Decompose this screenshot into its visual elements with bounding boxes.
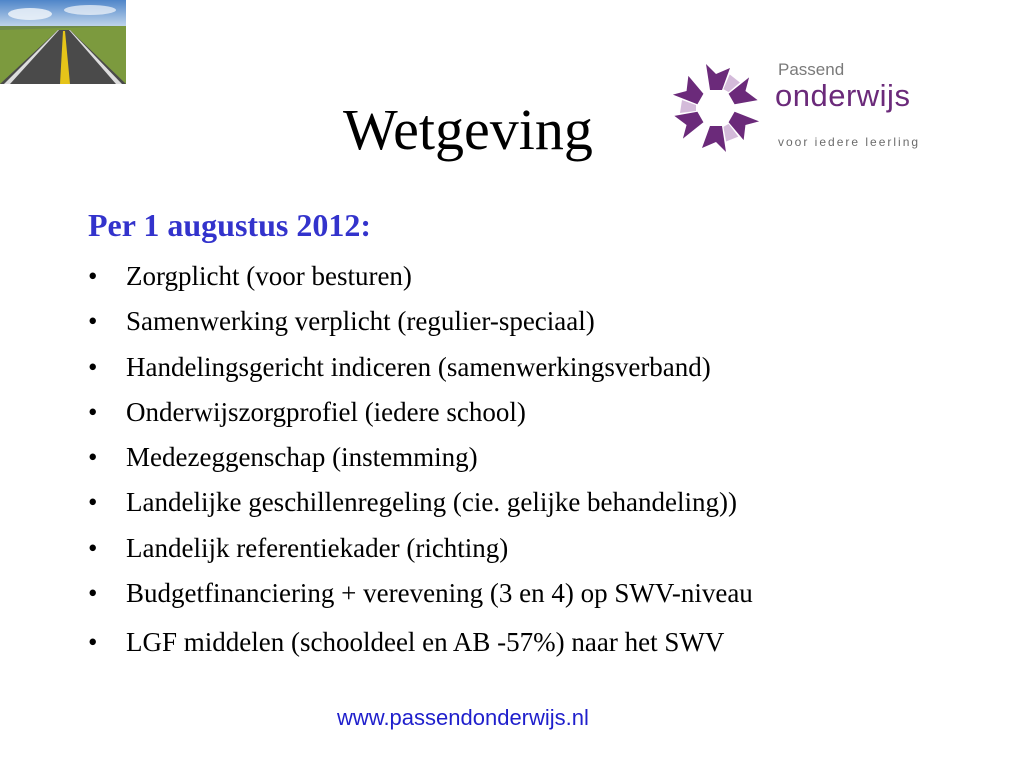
bullet-text: Onderwijszorgprofiel (iedere school) [126, 396, 526, 427]
road-photo [0, 0, 126, 84]
bullet-item [88, 345, 753, 390]
bullet-text: Medezeggenschap (instemming) [126, 442, 478, 473]
bullet-glyph: • [88, 627, 98, 658]
bullet-list [88, 254, 753, 666]
bullet-glyph: • [88, 578, 98, 609]
bullet-text: Landelijke geschillenregeling (cie. gelijke behandeling)) [126, 487, 737, 518]
subheading: Per 1 augustus 2012: [88, 207, 371, 243]
slide-title: Wetgeving [343, 97, 593, 162]
bullet-text: Budgetfinanciering + verevening (3 en 4) op SWV-niveau [126, 578, 753, 609]
bullet-item [88, 571, 753, 616]
bullet-item [88, 480, 753, 525]
bullet-item [88, 254, 753, 299]
bullet-text: LGF middelen (schooldeel en AB -57%) naar het SWV [126, 627, 725, 658]
bullet-glyph: • [88, 351, 98, 382]
pinwheel-logo-icon [664, 56, 768, 160]
bullet-item [88, 390, 753, 435]
bullet-item [88, 526, 753, 571]
logo-line1: Passend [778, 60, 845, 79]
bullet-glyph: • [88, 442, 98, 473]
passend-onderwijs-logo [664, 56, 934, 164]
logo-line2: onderwijs [775, 78, 911, 113]
logo-tagline: voor iedere leerling [778, 135, 921, 149]
bullet-glyph: • [88, 532, 98, 563]
bullet-item [88, 435, 753, 480]
bullet-glyph: • [88, 396, 98, 427]
bullet-text: Zorgplicht (voor besturen) [126, 261, 412, 291]
bullet-text: Samenwerking verplicht (regulier-speciaal) [126, 306, 595, 337]
bullet-glyph: • [88, 487, 98, 518]
bullet-item [88, 299, 753, 344]
bullet-text: Landelijk referentiekader (richting) [126, 532, 509, 563]
footer-website-link[interactable]: www.passendonderwijs.nl [337, 705, 589, 730]
bullet-glyph: • [88, 261, 98, 291]
bullet-item [88, 620, 753, 665]
bullet-text: Handelingsgericht indiceren (samenwerkingsverband) [126, 351, 711, 382]
bullet-glyph: • [88, 306, 98, 337]
